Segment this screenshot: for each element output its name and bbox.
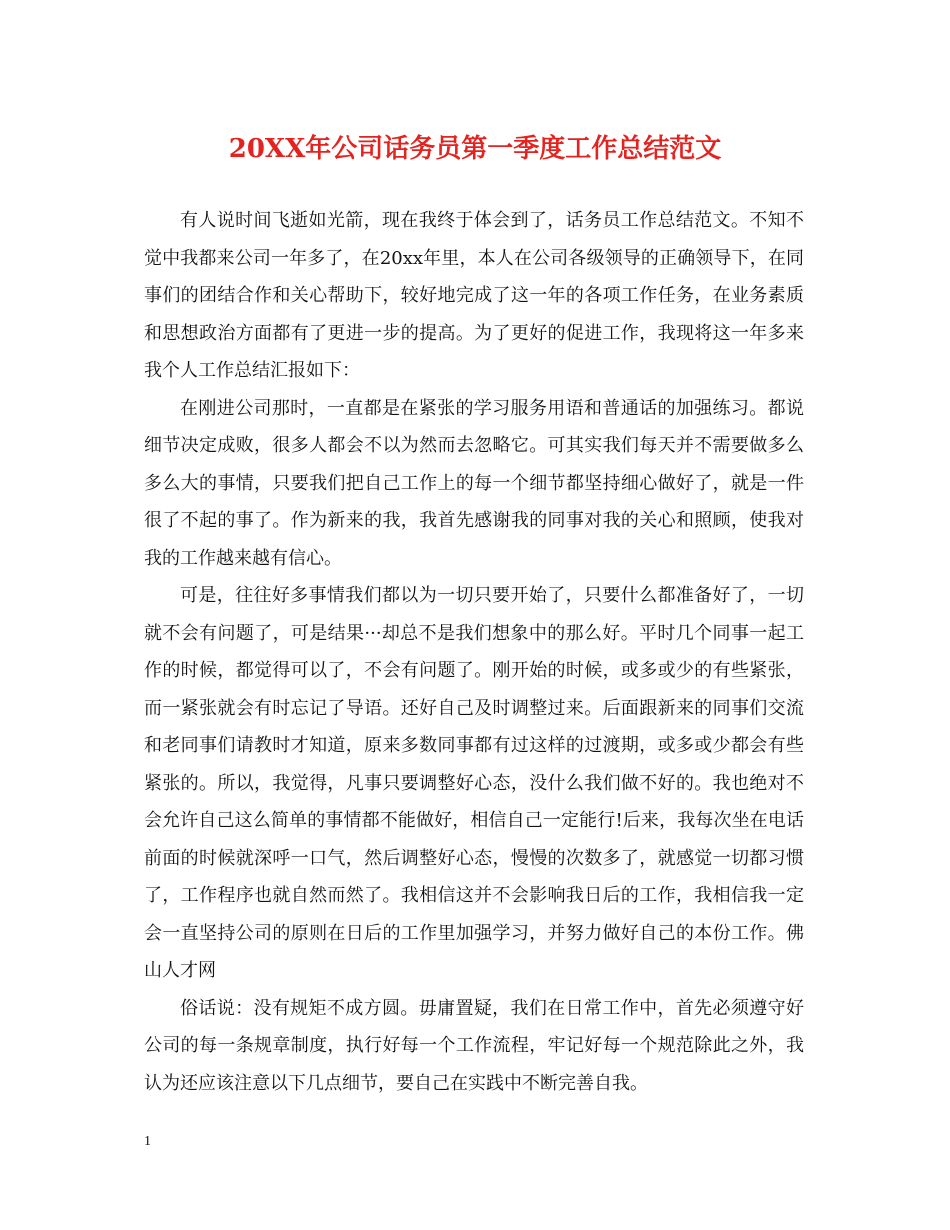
paragraph-2: 在刚进公司那时，一直都是在紧张的学习服务用语和普通话的加强练习。都说细节决定成败，很多人都会不以为然而去忽略它。可其实我们每天并不需要做多么多么大的事情，只要我们把自己工作上的每一个细节都坚持细心做好了，就是一件很了不起的事了。作为新来的我，我首先感谢我的同事对我的关心和照顾，使我对我的工作越来越有信心。 bbox=[144, 397, 804, 569]
paragraph-3: 可是，往往好多事情我们都以为一切只要开始了，只要什么都准备好了，一切就不会有问题了，可是结果···却总不是我们想象中的那么好。平时几个同事一起工作的时候，都觉得可以了，不会有问题了。刚开始的时候，或多或少的有些紧张，而一紧张就会有时忘记了导语。还好自己及时调整过来。后面跟新来的同事们交流和老同事们请教时才知道，原来多数同事都有过这样的过渡期，或多或少都会有些紧张的。所以，我觉得，凡事只要调整好心态，没什么我们做不好的。我也绝对不会允许自己这么简单的事情都不能做好，相信自己一定能行!后来，我每次坐在电话前面的时候就深呼一口气，然后调整好心态，慢慢的次数多了，就感觉一切都习惯了，工作程序也就自然而然了。我相信这并不会影响我日后的工作，我相信我一定会一直坚持公司的原则在日后的工作里加强学习，并努力做好自己的本份工作。佛山人才网 bbox=[144, 585, 804, 981]
paragraph-4: 俗话说：没有规矩不成方圆。毋庸置疑，我们在日常工作中，首先必须遵守好公司的每一条规章制度，执行好每一个工作流程，牢记好每一个规范除此之外，我认为还应该注意以下几点细节，要自己在实践中不断完善自我。 bbox=[144, 997, 804, 1094]
page-number: 1 bbox=[144, 1134, 151, 1149]
document-body bbox=[144, 202, 804, 1102]
paragraph-1: 有人说时间飞逝如光箭，现在我终于体会到了，话务员工作总结范文。不知不觉中我都来公司一年多了，在20xx年里，本人在公司各级领导的正确领导下，在同事们的团结合作和关心帮助下，较好地完成了这一年的各项工作任务，在业务素质和思想政治方面都有了更进一步的提高。为了更好的促进工作，我现将这一年多来我个人工作总结汇报如下： bbox=[144, 210, 804, 381]
document-title: 20XX年公司话务员第一季度工作总结范文 bbox=[228, 134, 722, 164]
